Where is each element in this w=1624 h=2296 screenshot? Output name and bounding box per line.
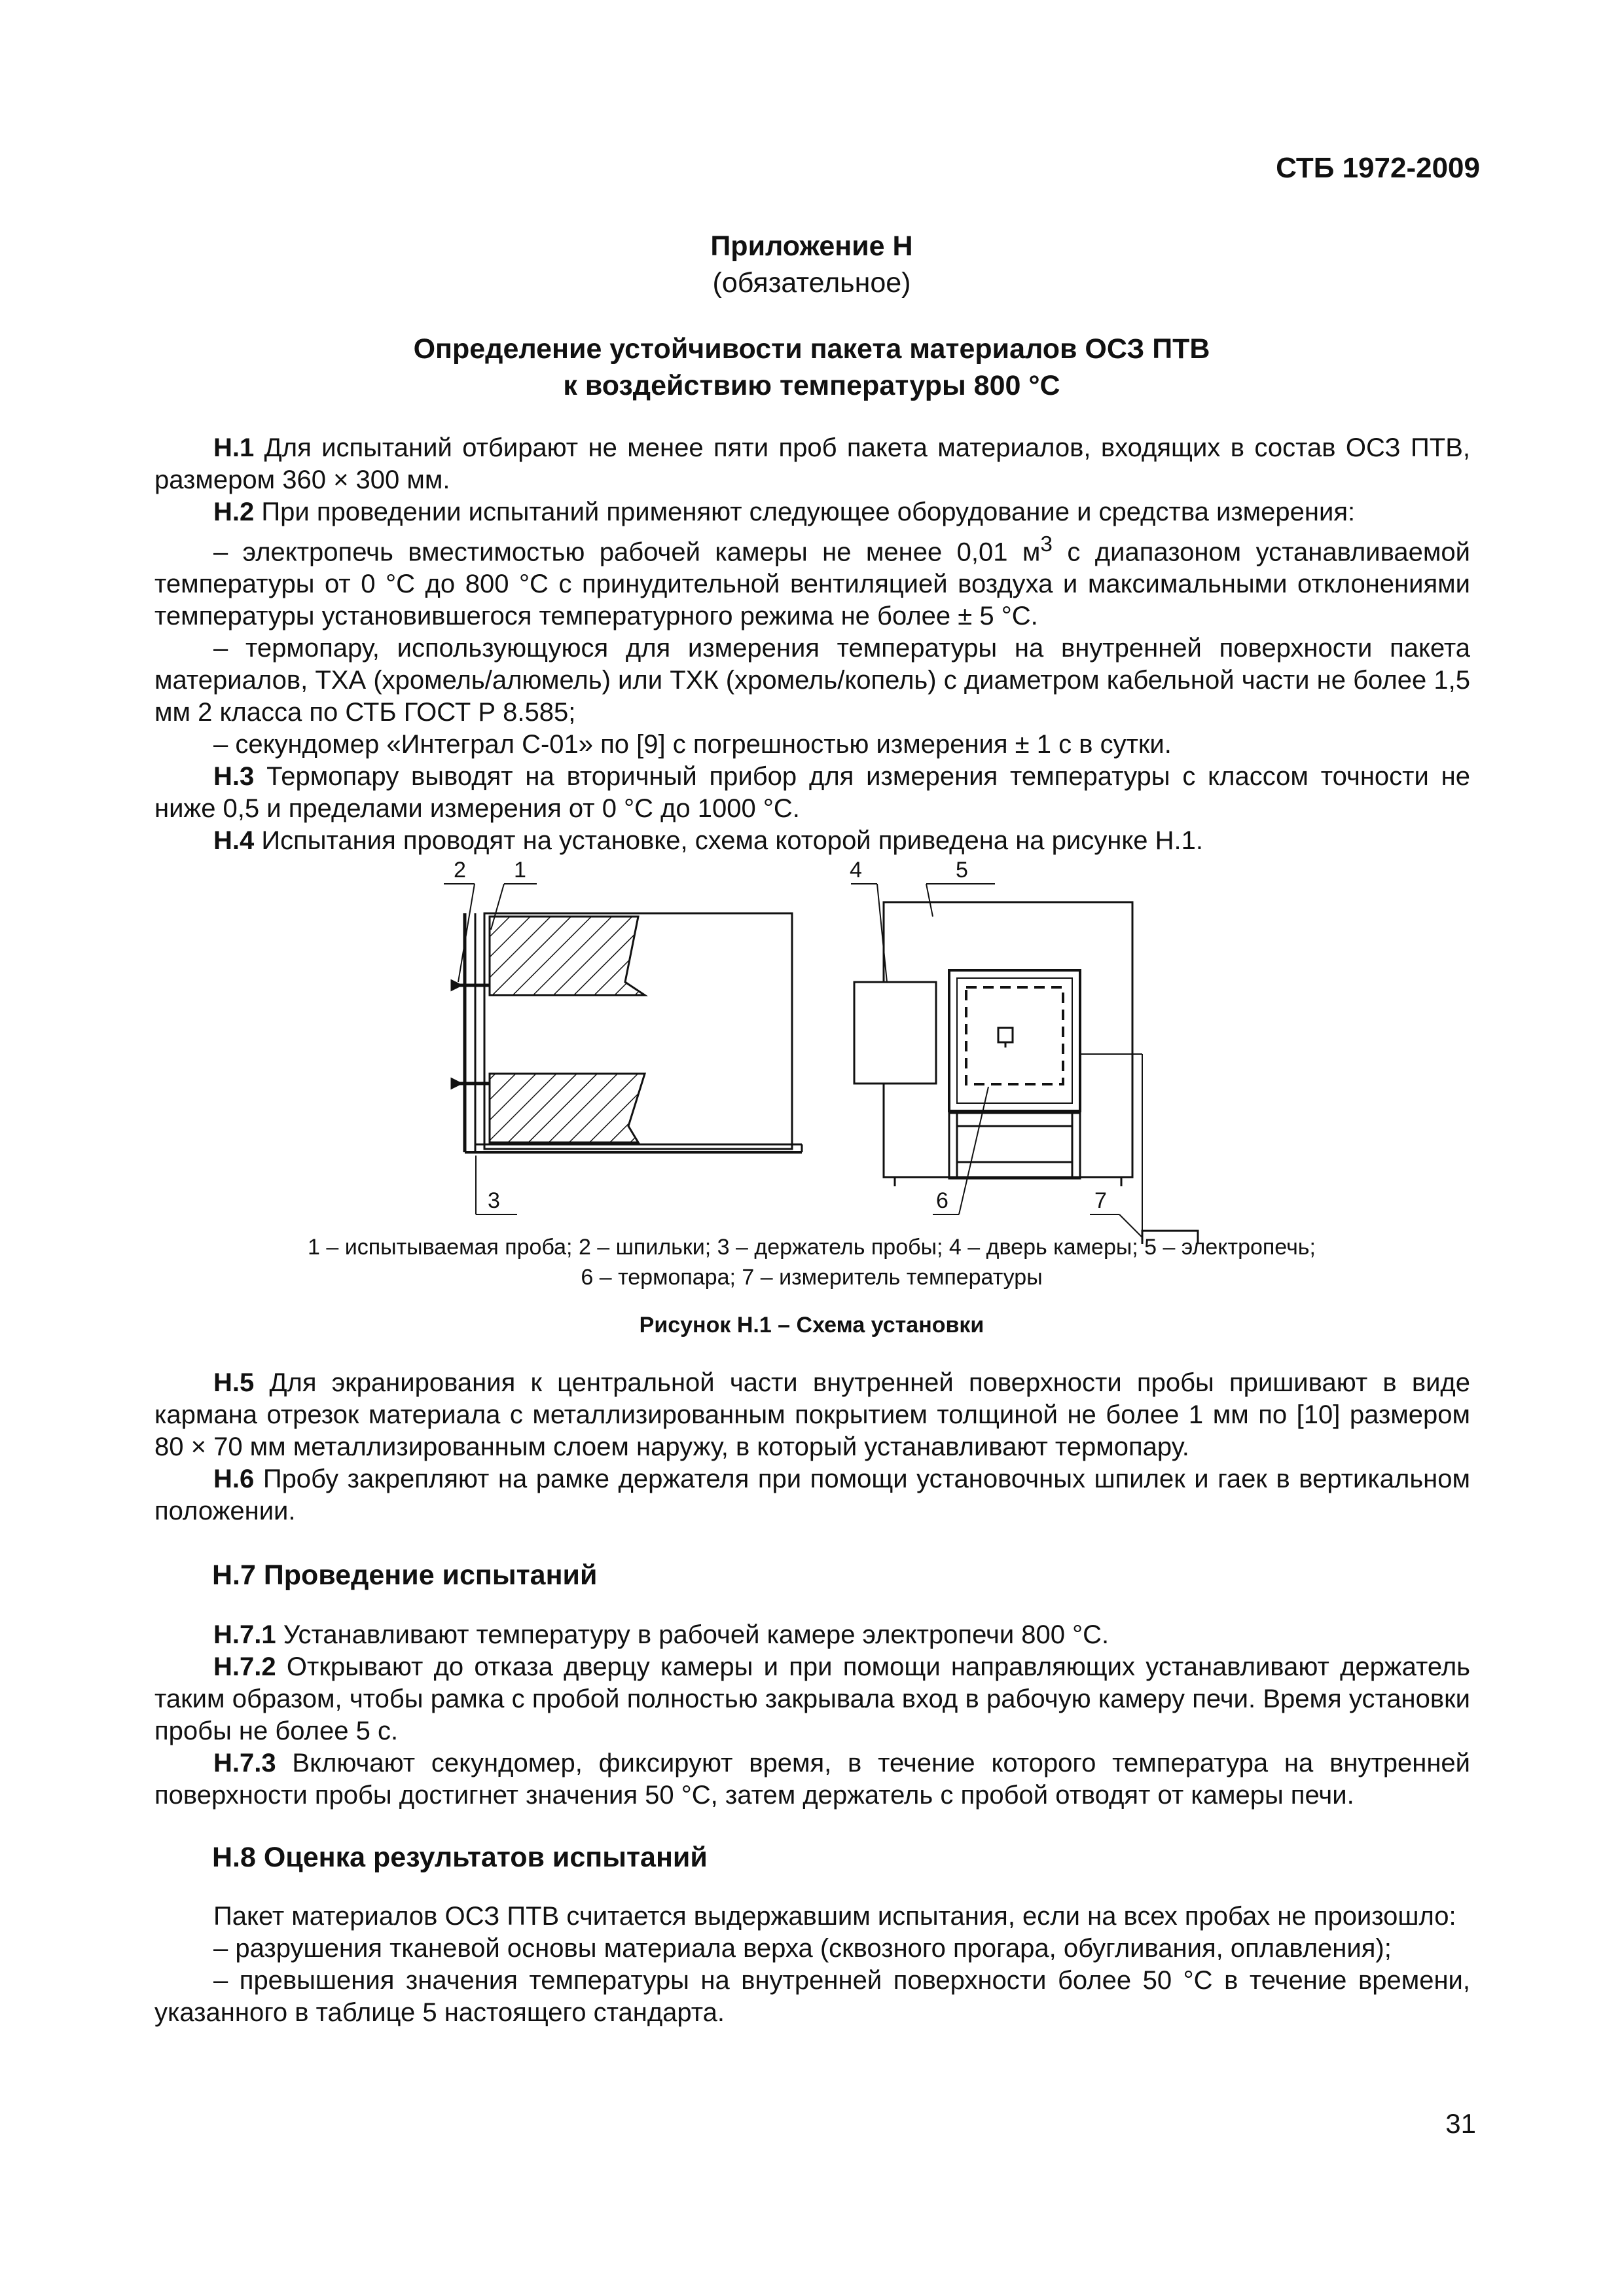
clause-number: Н.7.1 [213, 1620, 276, 1649]
list-item-text: с диапазоном устанавливаемой температуры от 0 °С до 800 °С с принудительной вентиляцией воздуха и максимальными отклонениями температуры установившегося температурного режима не более ± 5 °С. [154, 538, 1470, 631]
figure-title: Рисунок Н.1 – Схема установки [639, 1313, 984, 1338]
appendix-status: (обязательное) [712, 267, 911, 299]
label-2: 2 [454, 858, 466, 883]
paragraph-h8-1: Пакет материалов ОСЗ ПТВ считается выдержавшим испытания, если на всех пробах не произошло: [213, 1902, 1456, 1931]
paragraph-h6 [154, 1463, 1470, 1527]
paragraph-text: Пробу закрепляют на рамке держателя при помощи установочных шпилек и гаек в вертикальном положении. [154, 1465, 1470, 1525]
clause-number: Н.7.3 [213, 1749, 276, 1777]
clause-number: Н.4 [213, 826, 255, 856]
heading-line-1: Определение устойчивости пакета материалов ОСЗ ПТВ [413, 333, 1210, 365]
stud-arrow [452, 981, 461, 990]
paragraph-h7-1 [154, 1619, 1470, 1651]
section-8-heading: Н.8 Оценка результатов испытаний [212, 1842, 708, 1873]
label-6: 6 [936, 1188, 948, 1213]
chamber-door [854, 982, 936, 1084]
legend-line-2: 6 – термопара; 7 – измеритель температуры [581, 1265, 1043, 1290]
clause-number: Н.6 [213, 1465, 255, 1493]
list-item: – термопару, использующуюся для измерения температуры на внутренней поверхности пакета материалов, ТХА (хромель/алюмель) или ТХК (хромель/копель) с диаметром кабельной части не более 1,5 мм 2 класса по СТБ ГОСТ Р 8.585; [154, 634, 1470, 727]
label-3: 3 [488, 1188, 500, 1213]
clause-number: Н.7.2 [213, 1652, 276, 1681]
list-item: – разрушения тканевой основы материала верха (сквозного прогара, обугливания, оплавления); [213, 1934, 1392, 1963]
legend-line-1: 1 – испытываемая проба; 2 – шпильки; 3 – держатель пробы; 4 – дверь камеры; 5 – электропечь; [308, 1235, 1316, 1260]
paragraph-text: Термопару выводят на вторичный прибор для измерения температуры с классом точности не ниже 0,5 и пределами измерения от 0 °С до 1000 °С. [154, 762, 1470, 824]
sample-upper-hatch [490, 917, 645, 995]
page-number: 31 [1445, 2108, 1476, 2139]
sample-dashed-frame [966, 987, 1063, 1084]
heading-line-2: к воздействию температуры 800 °С [563, 370, 1060, 401]
label-7: 7 [1094, 1188, 1107, 1213]
figure-labels [454, 858, 1107, 1213]
paragraph-text: Открывают до отказа дверцу камеры и при помощи направляющих устанавливают держатель таким образом, чтобы рамка с пробой полностью закрывала вход в рабочую камеру печи. Время установки пробы не более 5 с. [154, 1652, 1470, 1745]
paragraph-text: При проведении испытаний применяют следующее оборудование и средства измерения: [254, 498, 1356, 526]
figure-legend [157, 1232, 1466, 1292]
chamber-opening [949, 970, 1080, 1111]
sample-lower-hatch [490, 1074, 645, 1142]
paragraph-text: Испытания проводят на установке, схема которой приведена на рисунке Н.1. [254, 826, 1204, 856]
furnace-diagram [851, 884, 1198, 1244]
list-item-text: – электропечь вместимостью рабочей камеры не менее 0,01 м [213, 538, 1041, 567]
list-item: – превышения значения температуры на внутренней поверхности более 50 °С в течение времени, указанного в таблице 5 настоящего стандарта. [154, 1966, 1470, 2027]
stud-arrow [452, 1079, 461, 1088]
list-item: – секундомер «Интеграл С-01» по [9] с погрешностью измерения ± 1 с в сутки. [213, 730, 1172, 759]
appendix-title: Приложение Н [710, 230, 913, 262]
section-7-body [154, 1619, 1470, 1812]
paragraph-text: Для экранирования к центральной части внутренней поверхности пробы пришивают в виде кармана отрезок материала с металлизированным покрытием толщиной не более 1 мм по [10] размером 80 × 70 мм металлизированным слоем наружу, в который устанавливают термопару. [154, 1368, 1470, 1461]
clause-number: Н.5 [213, 1368, 255, 1397]
paragraph-h5 [154, 1367, 1470, 1463]
leader-5-line [926, 884, 933, 917]
paragraph-text: Для испытаний отбирают не менее пяти проб пакета материалов, входящих в состав ОСЗ ПТВ, размером 360 × 300 мм. [154, 433, 1470, 494]
label-1: 1 [514, 858, 526, 883]
section-8-body [154, 1901, 1470, 2029]
paragraph-h7-2 [154, 1651, 1470, 1747]
document-number: СТБ 1972-2009 [1276, 152, 1480, 184]
leader-6-line [959, 1087, 988, 1214]
paragraph-text: Устанавливают температуру в рабочей камере электропечи 800 °С. [276, 1620, 1110, 1649]
section-7-heading: Н.7 Проведение испытаний [212, 1559, 598, 1591]
label-5: 5 [956, 858, 968, 883]
sample-holder-diagram [444, 884, 802, 1214]
thermocouple-box [998, 1028, 1013, 1042]
clause-number: Н.3 [213, 762, 255, 792]
clause-number: Н.2 [213, 498, 255, 526]
paragraph-h7-3 [154, 1747, 1470, 1812]
furnace-lower-frame [949, 1113, 1080, 1178]
label-4: 4 [850, 858, 862, 883]
superscript: 3 [1040, 532, 1053, 556]
body-block-2 [154, 1367, 1470, 1527]
leader-4-line [877, 884, 887, 982]
clause-number: Н.1 [213, 433, 255, 462]
paragraph-text: Включают секундомер, фиксируют время, в течение которого температура на внутренней поверхности пробы достигнет значения 50 °С, затем держатель с пробой отводят от камеры печи. [154, 1749, 1470, 1810]
